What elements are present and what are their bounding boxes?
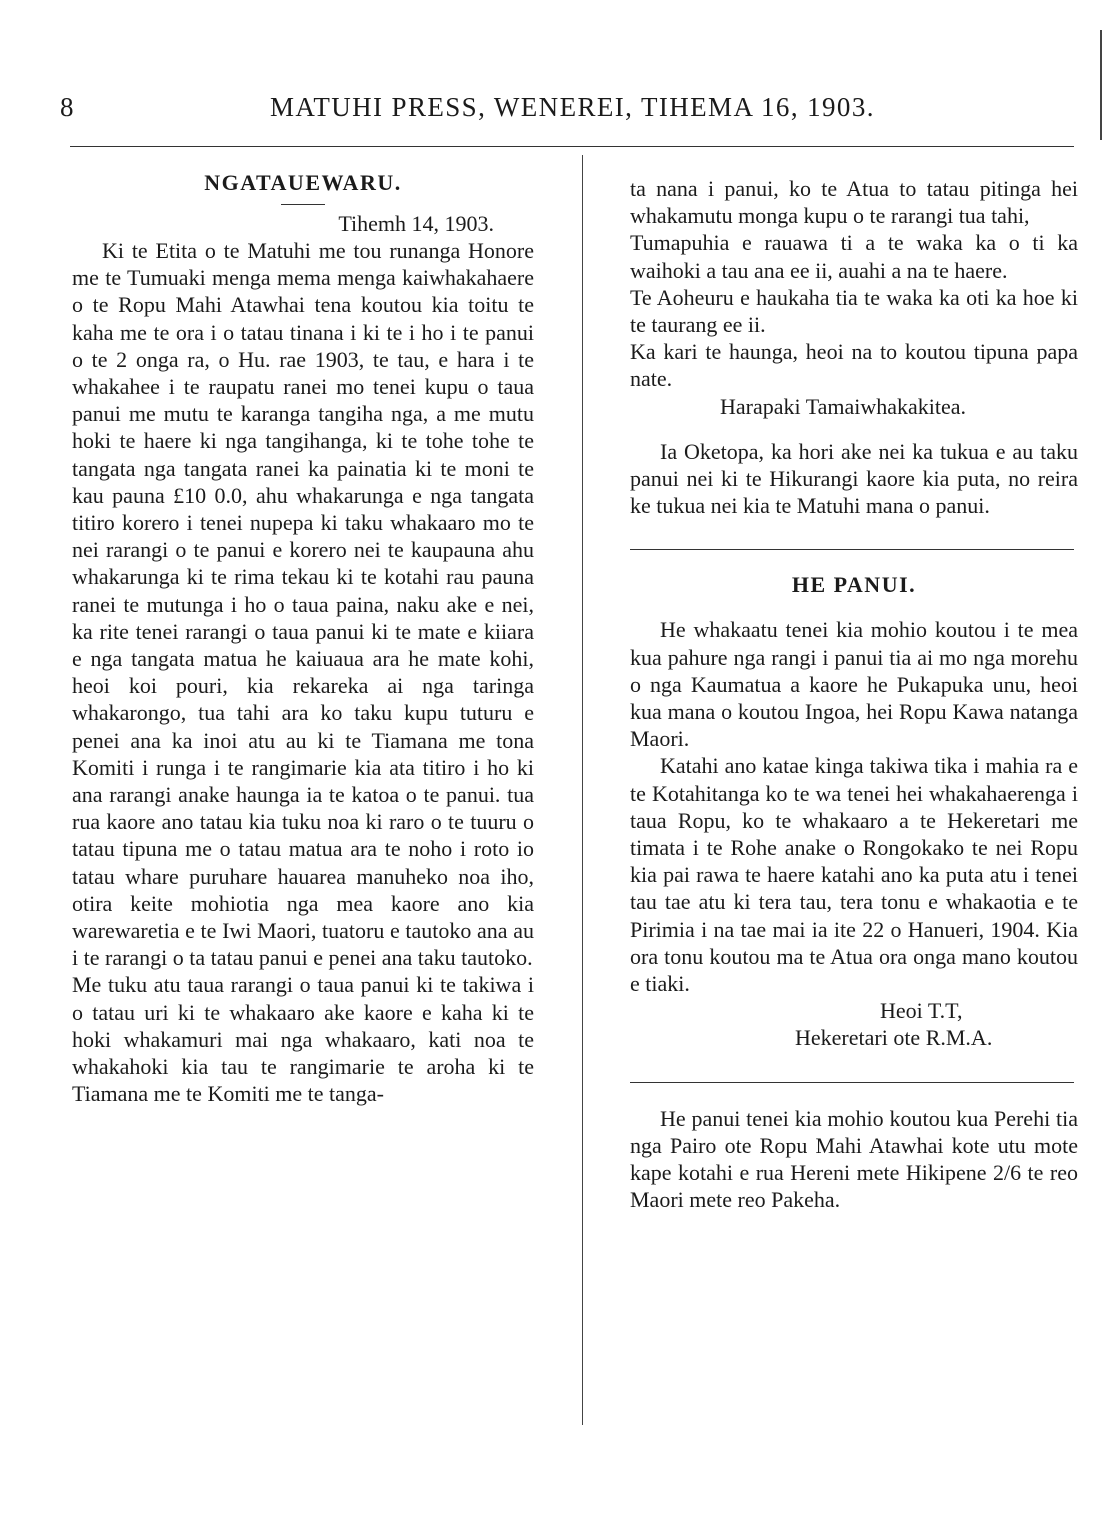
masthead: MATUHI PRESS, WENEREI, TIHEMA 16, 1903. xyxy=(270,92,875,122)
column-divider xyxy=(582,155,583,1425)
spacer xyxy=(630,598,1078,616)
notice-title: HE PANUI. xyxy=(791,572,917,598)
article-continuation: ta nana i panui, ko te Atua to tatau pitinga hei whakamutu monga kupu o te rarangi tua tahi, xyxy=(630,176,1078,229)
notice-paragraph: He whakaatu tenei kia mohio koutou i te mea kua pahure nga rangi i panui tia ai mo nga morehu o nga Kaumatua a kaore he Pukapuka unu, heoi kua mana o koutou Ingoa, hei Ropu Kawa natanga Maori. xyxy=(630,617,1078,752)
article-paragraph: Me tuku atu taua rarangi o taua panui ki te takiwa i o tatau uri ki te whakaaro ake kaore e kaha ki te hoki whakamuri mai nga whakaaro, kati noa te whakahoki kia tau te rangimarie te aroha ki te Tiamana me te Komiti me te tanga- xyxy=(72,972,534,1107)
top-rule xyxy=(70,146,1074,147)
notice-signature: Heoi T.T, xyxy=(880,998,963,1024)
section-divider xyxy=(630,549,1074,550)
notice-paragraph: Katahi ano katae kinga takiwa tika i mahia ra e te Kotahitanga ko te wa tenei hei whakahaerenga i taua Ropu, ko te whakaaro a te Hekeretari me timata i te Rohe anake o Rongokako te nei Ropu kia pai rawa te haere katahi ano ka puta atu i tenei tau tae atu ki tera tau, tera tonu e whakaotia e te Pirimia i na tae mai ia ite 22 o Hanueri, 1904. Kia ora tonu koutou ma te Atua ora onga mano koutou e tiaki. xyxy=(630,753,1078,997)
left-column xyxy=(72,170,534,1108)
edge-rule xyxy=(1100,30,1102,140)
verse-line: Tumapuhia e rauawa ti a te waka ka o ti ka waihoki a tau ana ee ii, auahi a na te haere. xyxy=(630,230,1078,283)
spacer xyxy=(630,420,1078,438)
page-number: 8 xyxy=(60,92,74,122)
final-notice: He panui tenei kia mohio koutou kua Perehi tia nga Pairo ote Ropu Mahi Atawhai kote utu mote kape kotahi e rua Hereni mete Hikipene 2/6 te reo Maori mete reo Pakeha. xyxy=(630,1105,1078,1213)
article-signature: Harapaki Tamaiwhakakitea. xyxy=(720,393,967,419)
article-title: NGATAUEWARU. xyxy=(204,170,402,195)
verse-line: Te Aoheuru e haukaha tia te waka ka oti ka hoe ki te taurang ee ii. xyxy=(630,284,1078,338)
verse-line: Ka kari te haunga, heoi na to koutou tipuna papa nate. xyxy=(630,339,1078,392)
article-dateline: Tihemh 14, 1903. xyxy=(338,211,494,236)
section-divider xyxy=(630,1082,1074,1083)
article-paragraph: Ki te Etita o te Matuhi me tou runanga Honore me te Tumuaki menga mema menga kaiwhakahaere o te Ropu Mahi Atawhai tena koutou kia toitu te kaha me te ora i o tatau tinana i ki te i ho i te panui o te 2 onga ra, o Hu. rae 1903, te tau, e hara i te whakahee i te raupatu ranei mo tenei kupu o taua panui me mutu te karanga tangiha nga, a me mutu hoki te haere ki nga tangihanga, ki te tohe tohe te tangata nga tangata ranei ka painatia ki te moni te kau pauna £10 0.0, ahu whakarunga e nga tangata titiro korero i tenei nupepa ki taku whakaaro mo te nei rarangi o te panui e korero nei te kaupauna ahu whakarunga ki te rima tekau ki te kotahi rau pauna ranei te mutunga i ho o taua paina, naku ake e nei, ka rite tenei rarangi o taua panui ki te mate e kiiara e nga tangata matua he kaiuaua ara he mate kohi, heoi koi pouri, kia rekareka ai nga taringa whakarongo, tua tahi ara ko taku kupu tuturu e penei ana ka inoi atu au ki te Tiamana me tona Komiti i runga i te rangimarie kia ata titiro i ho ki ana rarangi anake haunga ia te katoa o te panui. tua rua kaore ano tatau kia tuku noa ki raro o te tuuru o tatau tipuna me o tatau matua ara te noho i roto io tatau whare puruhare hauarea manuheko noa iho, otira keite mohiotia nga mea kaore ano kia warewaretia e te Iwi Maori, tuatoru e tautoko ana au i te rarangi o ta tatau panui e penei ana taku tautoko. xyxy=(72,238,534,971)
title-rule xyxy=(281,204,325,205)
right-column xyxy=(630,175,1078,1214)
notice-signature: Hekeretari ote R.M.A. xyxy=(795,1025,993,1051)
editor-note: Ia Oketopa, ka hori ake nei ka tukua e au taku panui nei ki te Hikurangi kaore kia puta, no reira ke tukua nei kia te Matuhi mana o panui. xyxy=(630,438,1078,519)
